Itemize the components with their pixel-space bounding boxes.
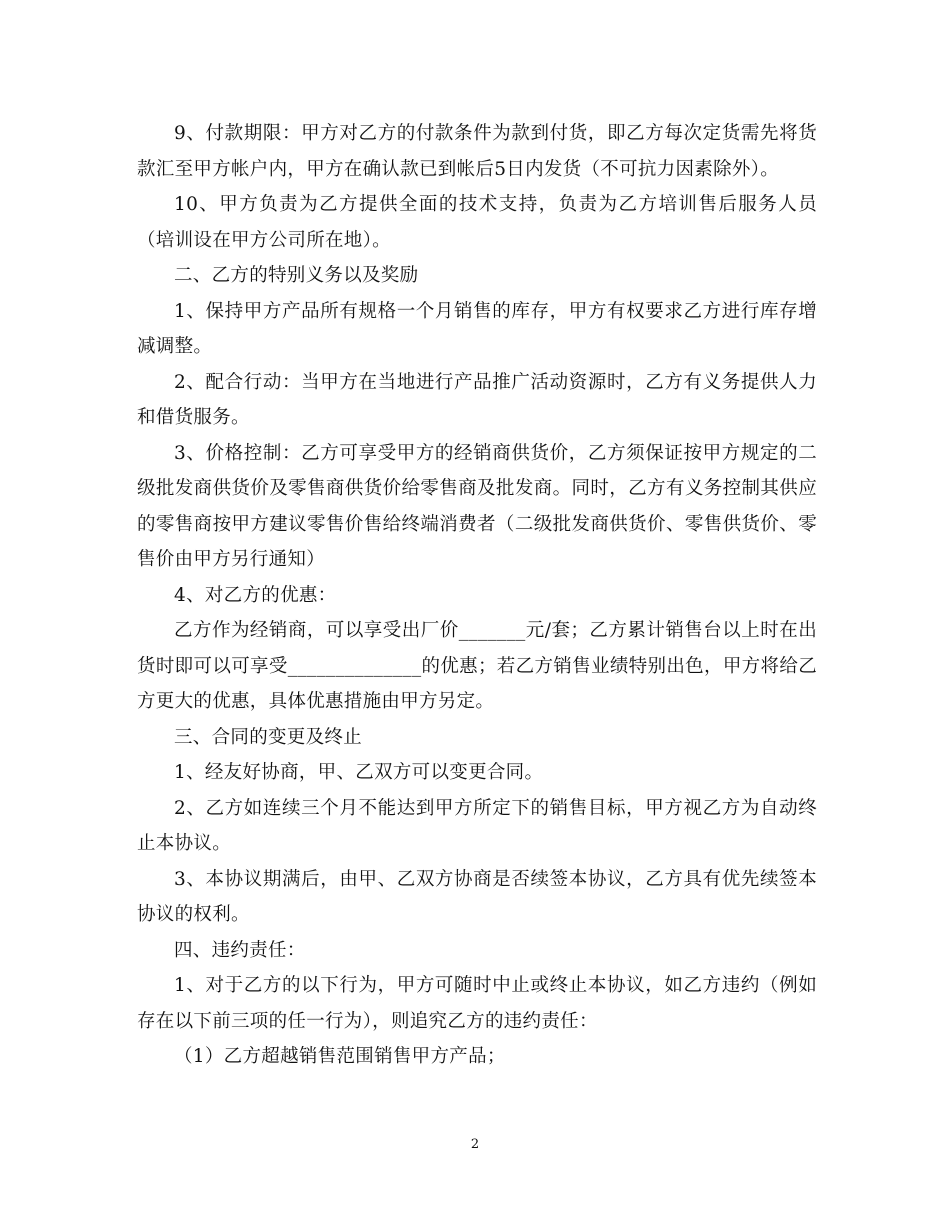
document-body xyxy=(137,116,817,1075)
paragraph-inventory: 1、保持甲方产品所有规格一个月销售的库存，甲方有权要求乙方进行库存增减调整。 xyxy=(137,300,817,357)
paragraph-cooperation: 2、配合行动：当甲方在当地进行产品推广活动资源时，乙方有义务提供人力和借货服务。 xyxy=(137,371,817,428)
section-heading-obligations: 二、乙方的特别义务以及奖励 xyxy=(174,265,419,286)
list-item-out-of-region: （1）乙方超越销售范围销售甲方产品； xyxy=(174,1046,506,1067)
paragraph-price-control: 3、价格控制：乙方可享受甲方的经销商供货价，乙方须保证按甲方规定的二级批发商供货价及零售商供货价给零售商及批发商。同时，乙方有义务控制其供应的零售商按甲方建议零售价售给终端消费者（二级批发商供货价、零售供货价、零售价由甲方另行通知） xyxy=(137,442,817,570)
paragraph-sales-target: 2、乙方如连续三个月不能达到甲方所定下的销售目标，甲方视乙方为自动终止本协议。 xyxy=(137,797,817,854)
paragraph-payment-terms: 9、付款期限：甲方对乙方的付款条件为款到付货，即乙方每次定货需先将货款汇至甲方帐户内，甲方在确认款已到帐后5日内发货（不可抗力因素除外）。 xyxy=(137,123,817,180)
paragraph-discount-heading: 4、对乙方的优惠： xyxy=(174,584,337,606)
paragraph-technical-support: 10、甲方负责为乙方提供全面的技术支持，负责为乙方培训售后服务人员（培训设在甲方公司所在地）。 xyxy=(137,194,817,251)
paragraph-renewal: 3、本协议期满后，由甲、乙双方协商是否续签本协议，乙方具有优先续签本协议的权利。 xyxy=(137,868,817,925)
paragraph-change-contract: 1、经友好协商，甲、乙双方可以变更合同。 xyxy=(174,762,544,783)
section-heading-liability: 四、违约责任： xyxy=(174,939,306,961)
paragraph-termination-conditions: 1、对于乙方的以下行为，甲方可随时中止或终止本协议，如乙方违约（例如存在以下前三项的任一行为），则追究乙方的违约责任： xyxy=(137,975,817,1032)
page-number: 2 xyxy=(470,1137,480,1152)
section-heading-change-termination: 三、合同的变更及终止 xyxy=(174,726,363,748)
paragraph-discount-details: 乙方作为经销商，可以享受出厂价_______元/套；乙方累计销售台以上时在出货时即可以可享受______________的优惠；若乙方销售业绩特别出色，甲方将给乙方更大的优惠，具体优惠措施由甲方另定。 xyxy=(137,620,817,712)
